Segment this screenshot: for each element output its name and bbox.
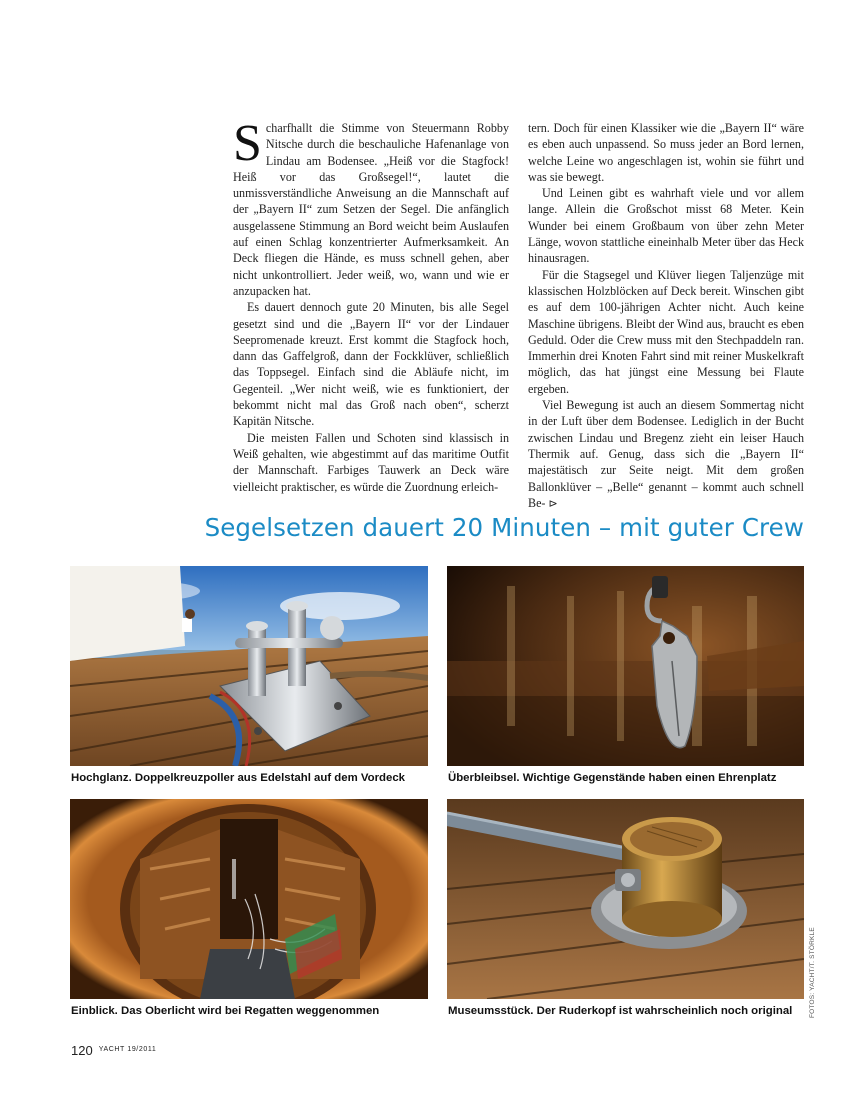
continue-arrow-icon: ⊳ (548, 496, 558, 510)
photo-skylight (70, 799, 428, 999)
bollard-image (70, 566, 428, 766)
photo-credit: FOTOS: YACHT/T. STÖRKLE (809, 927, 816, 1018)
page-number: 120 (71, 1043, 93, 1058)
paragraph: Es dauert dennoch gute 20 Minuten, bis alle Segel gesetzt sind und die „Bayern II“ vor der Lindauer Seepromenade kreuzt. Erst kommt die Stagfock hoch, dann das Gaffelgroß, dann der Fockklüver, schließlich das Toppsegel. Einfach sind die Abläufe nicht, im Gegenteil. „Wer nicht weiß, wie es funktioniert, der bekommt nicht mal das Groß nach oben“, scherzt Kapitän Nitsche. (233, 300, 509, 429)
paragraph: tern. Doch für einen Klassiker wie die „Bayern II“ wäre es eben auch unpassend. So muss jeder an Bord lernen, welche Leine wo angeschlagen ist, wohin sie führt und was sie bewegt. (528, 121, 804, 184)
drop-cap: S (233, 115, 262, 172)
article-column-left (233, 115, 509, 495)
page-footer (71, 1042, 156, 1060)
paragraph-text: Viel Bewegung ist auch an diesem Sommertag nicht in der Luft über dem Bodensee. Lediglich in der Bucht zwischen Lindau und Bregenz zieht ein leiser Hauch Thermik auf. Genug, dass sich die „Bayern II“ majestätisch zur Seite neigt. Mit dem großen Ballonklüver – „Belle“ genannt – kommt auch schnell Be- (528, 398, 804, 510)
rudder-head-image (447, 799, 804, 999)
hook-image (447, 566, 804, 766)
section-headline: Segelsetzen dauert 20 Minuten – mit guter Crew (204, 513, 804, 542)
photo-hook (447, 566, 804, 766)
paragraph: Für die Stagsegel und Klüver liegen Taljenzüge mit klassischen Holzblöcken auf Deck bereit. Winschen gibt es auf dem 100-jährigen Achter nicht. Auch keine Maschine übrigens. Bleibt der Wind aus, braucht es eben Geduld. Oder die Crew muss mit den Stechpaddeln ran. Immerhin drei Knoten Fahrt sind mit reiner Muskelkraft möglich, das hat jüngst eine Messung bei Flaute ergeben. (528, 267, 804, 396)
paragraph: Und Leinen gibt es wahrhaft viele und vor allem lange. Allein die Großschot misst 68 Meter. Kein Wunder bei einem Großbaum von über zehn Meter Länge, wovon stattliche eineinhalb Meter über das Heck hinausragen. (528, 186, 804, 266)
article-column-right (528, 120, 804, 512)
caption-rudder-head: Museumsstück. Der Ruderkopf ist wahrscheinlich noch original (448, 1005, 793, 1017)
photo-bollard (70, 566, 428, 766)
paragraph (233, 115, 509, 299)
caption-bollard: Hochglanz. Doppelkreuzpoller aus Edelstahl auf dem Vordeck (71, 772, 405, 784)
caption-skylight: Einblick. Das Oberlicht wird bei Regatten weggenommen (71, 1005, 380, 1017)
paragraph (528, 397, 804, 512)
skylight-image (70, 799, 428, 999)
paragraph-text: charfhallt die Stimme von Steuermann Robby Nitsche durch die beschauliche Hafenanlage von Lindau am Bodensee. „Heiß vor die Stagfock! Heiß vor das Großsegel!“, lautet die unmissverständliche Anweisung an die Mannschaft auf der „Bayern II“ zum Setzen der Segel. Die anfänglich ausgelassene Stimmung an Bord weicht beim Auslaufen auf einen Schlag konzentrierter Aufmerksamkeit. An Deck fliegen die Hände, es muss schnell gehen, aber nicht unkontrolliert. Jeder weiß, wo, wann und wie er anzupacken hat. (233, 121, 509, 298)
paragraph: Die meisten Fallen und Schoten sind klassisch in Weiß gehalten, wie abgestimmt auf das maritime Outfit der Mannschaft. Farbiges Tauwerk an Deck wäre vielleicht praktischer, es würde die Zuordnung erleich- (233, 430, 509, 494)
caption-hook: Überbleibsel. Wichtige Gegenstände haben einen Ehrenplatz (448, 772, 777, 784)
photo-rudder-head (447, 799, 804, 999)
magazine-issue: YACHT 19/2011 (98, 1046, 157, 1053)
